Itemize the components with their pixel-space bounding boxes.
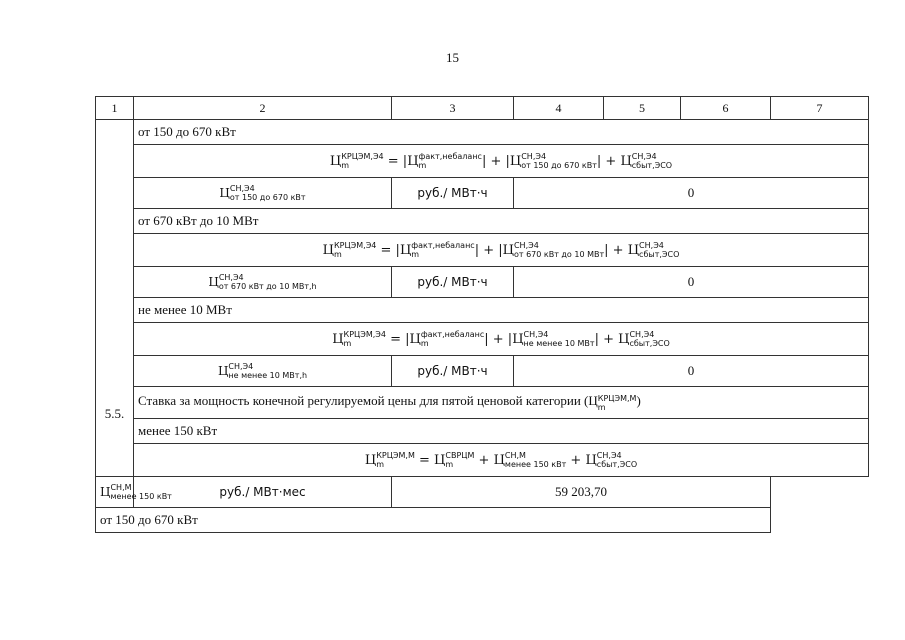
range-label: от 670 кВт до 10 МВт: [134, 209, 869, 234]
param-symbol: Ц СН,Э4 не менее 10 МВт,h: [134, 356, 392, 387]
param-symbol: Ц СН,Э4 от 150 до 670 кВт: [134, 178, 392, 209]
header-col-5: 5: [604, 97, 681, 120]
param-symbol: Ц СН,Э4 от 670 кВт до 10 МВт,h: [134, 267, 392, 298]
section-number-empty: [96, 120, 134, 477]
range-label: менее 150 кВт: [134, 419, 869, 444]
unit: руб./ МВт·ч: [392, 356, 514, 387]
unit: руб./ МВт·мес: [134, 477, 392, 508]
unit: руб./ МВт·ч: [392, 267, 514, 298]
tariff-table: [95, 96, 869, 533]
range-label: от 150 до 670 кВт: [96, 508, 771, 533]
value: 0: [514, 356, 869, 387]
header-col-2: 2: [134, 97, 392, 120]
header-col-1: 1: [96, 97, 134, 120]
section-number-label: 5.5.: [104, 406, 125, 421]
formula: Ц КРЦЭМ,Э4 m = |Ц факт,небаланс m | + |Ц СН,Э4 от 150 до 670 кВт | + Ц СН,Э4 сбыт,ЭСО: [134, 145, 869, 178]
header-col-7: 7: [771, 97, 869, 120]
param-symbol: Ц СН,М менее 150 кВт: [96, 477, 134, 508]
page-number: 15: [446, 50, 459, 65]
range-label: от 150 до 670 кВт: [134, 120, 869, 145]
value: 0: [514, 267, 869, 298]
formula: Ц КРЦЭМ,М m = Ц СВРЦМ m + Ц СН,М менее 150 кВт + Ц СН,Э4 сбыт,ЭСО: [134, 444, 869, 477]
header-row: [96, 97, 869, 120]
section-title: Ставка за мощность конечной регулируемой цены для пятой ценовой категории (Ц КРЦЭМ,М m ): [134, 387, 869, 419]
unit: руб./ МВт·ч: [392, 178, 514, 209]
formula: Ц КРЦЭМ,Э4 m = |Ц факт,небаланс m | + |Ц СН,Э4 от 670 кВт до 10 МВт | + Ц СН,Э4 сбыт,ЭСО: [134, 234, 869, 267]
range-label: не менее 10 МВт: [134, 298, 869, 323]
header-col-6: 6: [681, 97, 771, 120]
value: 59 203,70: [392, 477, 771, 508]
value: 0: [514, 178, 869, 209]
header-col-4: 4: [514, 97, 604, 120]
header-col-3: 3: [392, 97, 514, 120]
formula: Ц КРЦЭМ,Э4 m = |Ц факт,небаланс m | + |Ц СН,Э4 не менее 10 МВт | + Ц СН,Э4 сбыт,ЭСО: [134, 323, 869, 356]
